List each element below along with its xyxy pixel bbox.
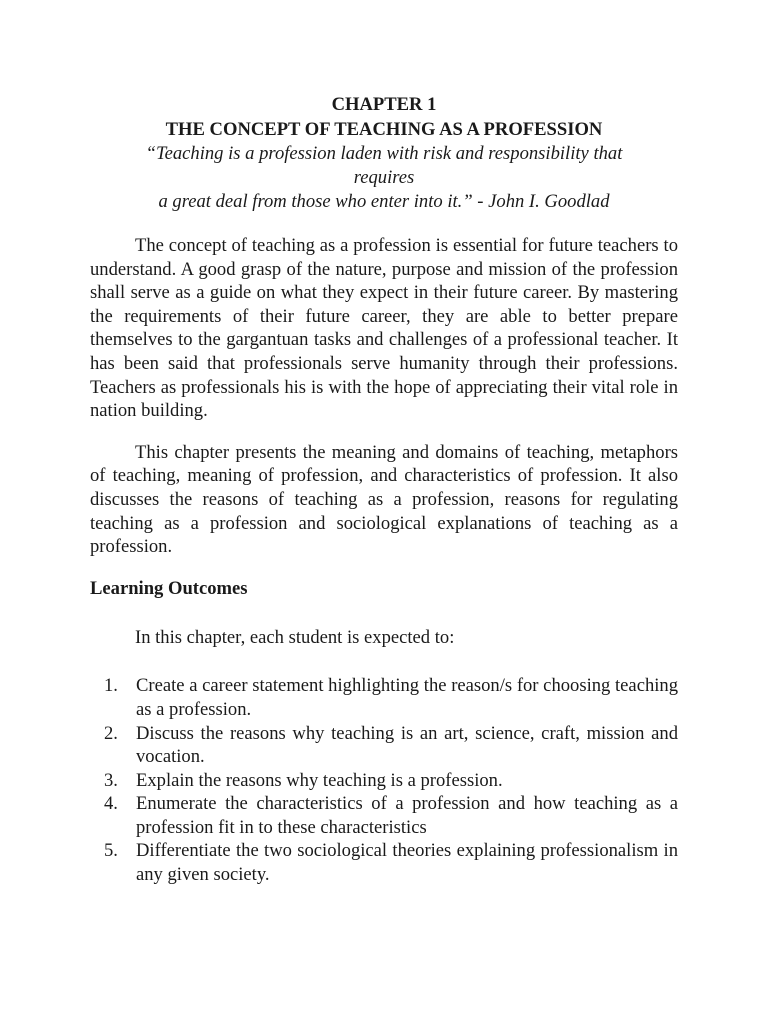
list-item-text: Enumerate the characteristics of a profession and how teaching as a profession fit in to these characteristics	[136, 793, 678, 838]
list-item-text: Create a career statement highlighting the reason/s for choosing teaching as a profession.	[136, 675, 678, 720]
intro-paragraph: The concept of teaching as a profession is essential for future teachers to understand. A good grasp of the nature, purpose and mission of the profession shall serve as a guide on what they expect in their future career. By mastering the requirements of their future career, they are able to better prepare themselves to the gargantuan tasks and challenges of a professional teacher. It has been said that professionals serve humanity through their professions. Teachers as professionals his is with the hope of appreciating their vital role in nation building.	[90, 235, 678, 422]
list-item-text: Differentiate the two sociological theories explaining professionalism in any given society.	[136, 840, 678, 886]
list-item-number: 1.	[104, 675, 118, 697]
list-item-text: Discuss the reasons why teaching is an art, science, craft, mission and vocation.	[136, 722, 678, 768]
list-item	[104, 839, 678, 886]
learning-outcomes-heading: Learning Outcomes	[90, 577, 248, 599]
document-page	[90, 92, 678, 887]
list-item-number: 2.	[104, 722, 118, 744]
learning-outcomes-intro: In this chapter, each student is expected to:	[135, 626, 455, 648]
list-item-number: 4.	[104, 793, 118, 815]
list-item	[104, 792, 678, 839]
list-item-number: 3.	[104, 769, 118, 791]
epigraph	[90, 142, 678, 214]
list-item-number: 5.	[104, 840, 118, 862]
chapter-overview-paragraph: This chapter presents the meaning and domains of teaching, metaphors of teaching, meaning of profession, and characteristics of profession. It also discusses the reasons of teaching as a profession, reasons for regulating teaching as a profession and sociological explanations of teaching as a profession.	[90, 441, 678, 558]
epigraph-line-1: “Teaching is a profession laden with risk and responsibility that	[145, 143, 623, 164]
list-item	[104, 722, 678, 769]
epigraph-line-2: requires	[353, 167, 415, 188]
chapter-title: THE CONCEPT OF TEACHING AS A PROFESSION	[165, 119, 603, 140]
chapter-number: CHAPTER 1	[331, 94, 437, 115]
epigraph-line-3: a great deal from those who enter into it.” - John I. Goodlad	[158, 191, 610, 212]
learning-outcomes-list	[90, 674, 678, 886]
list-item-text: Explain the reasons why teaching is a profession.	[136, 769, 503, 791]
list-item	[104, 769, 678, 793]
list-item	[104, 674, 678, 721]
